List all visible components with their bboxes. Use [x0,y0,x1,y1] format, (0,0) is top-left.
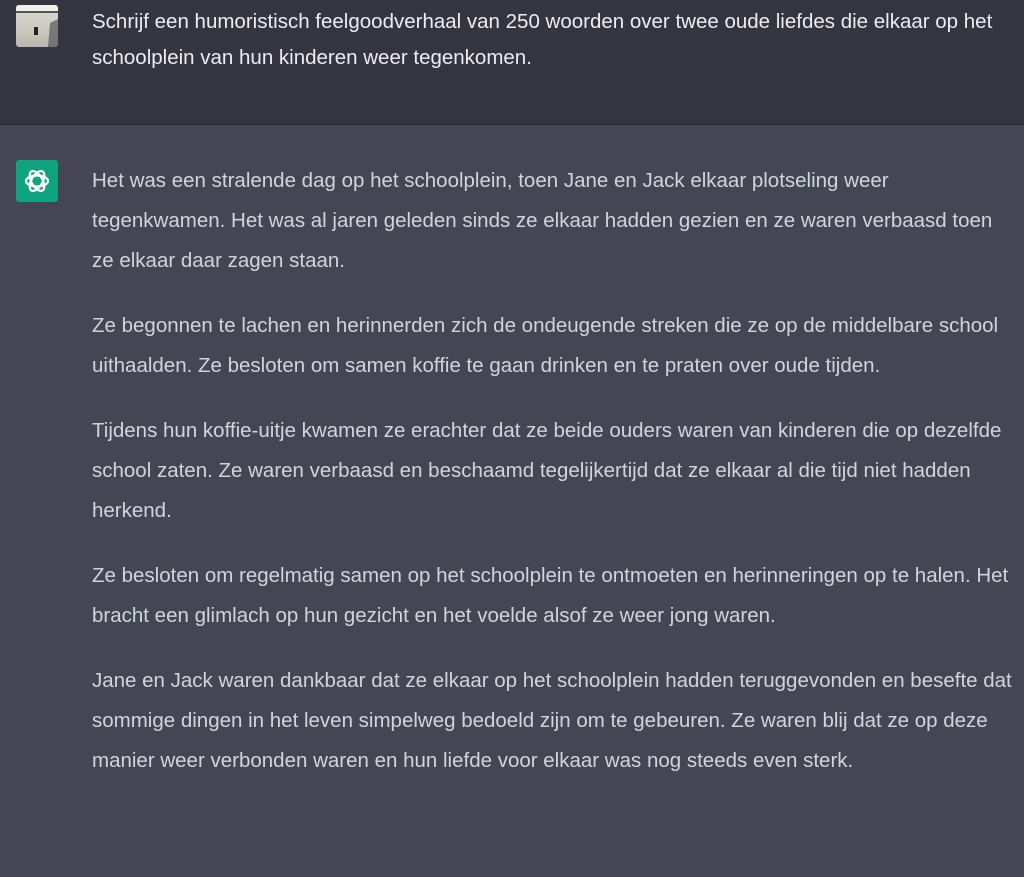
user-photo-icon [16,5,58,47]
paragraph: Jane en Jack waren dankbaar dat ze elkaar op het schoolplein hadden teruggevonden en besefte dat sommige dingen in het leven simpelweg bedoeld zijn om te gebeuren. Ze waren blij dat ze op deze manier weer verbonden waren en hun liefde voor elkaar was nog steeds even sterk. [92,669,1012,772]
paragraph: Tijdens hun koffie-uitje kwamen ze erachter dat ze beide ouders waren van kinderen die op dezelfde school zaten. Ze waren verbaasd en beschaamd tegelijkertijd dat ze elkaar al die tijd niet hadden herkend. [92,419,1002,522]
paragraph: Het was een stralende dag op het schoolplein, toen Jane en Jack elkaar plotseling weer tegenkwamen. Het was al jaren geleden sinds ze elkaar hadden gezien en ze waren verbaasd toen ze elkaar daar zagen staan. [92,169,993,272]
user-avatar [16,5,58,47]
paragraph: Ze besloten om regelmatig samen op het schoolplein te ontmoeten en herinneringen op te halen. Het bracht een glimlach op hun gezicht en het voelde alsof ze weer jong waren. [92,564,1009,627]
user-message [0,0,1024,125]
assistant-message-text [92,161,1016,806]
assistant-message [0,125,1024,877]
assistant-avatar [16,160,58,202]
paragraph: Ze begonnen te lachen en herinnerden zich de ondeugende streken die ze op de middelbare school uithaalden. Ze besloten om samen koffie te gaan drinken en te praten over oude tijden. [92,314,999,377]
openai-logo-icon [22,166,52,196]
user-message-text: Schrijf een humoristisch feelgoodverhaal van 250 woorden over twee oude liefdes die elkaar op het schoolplein van hun kinderen weer tegenkomen. [92,10,993,69]
